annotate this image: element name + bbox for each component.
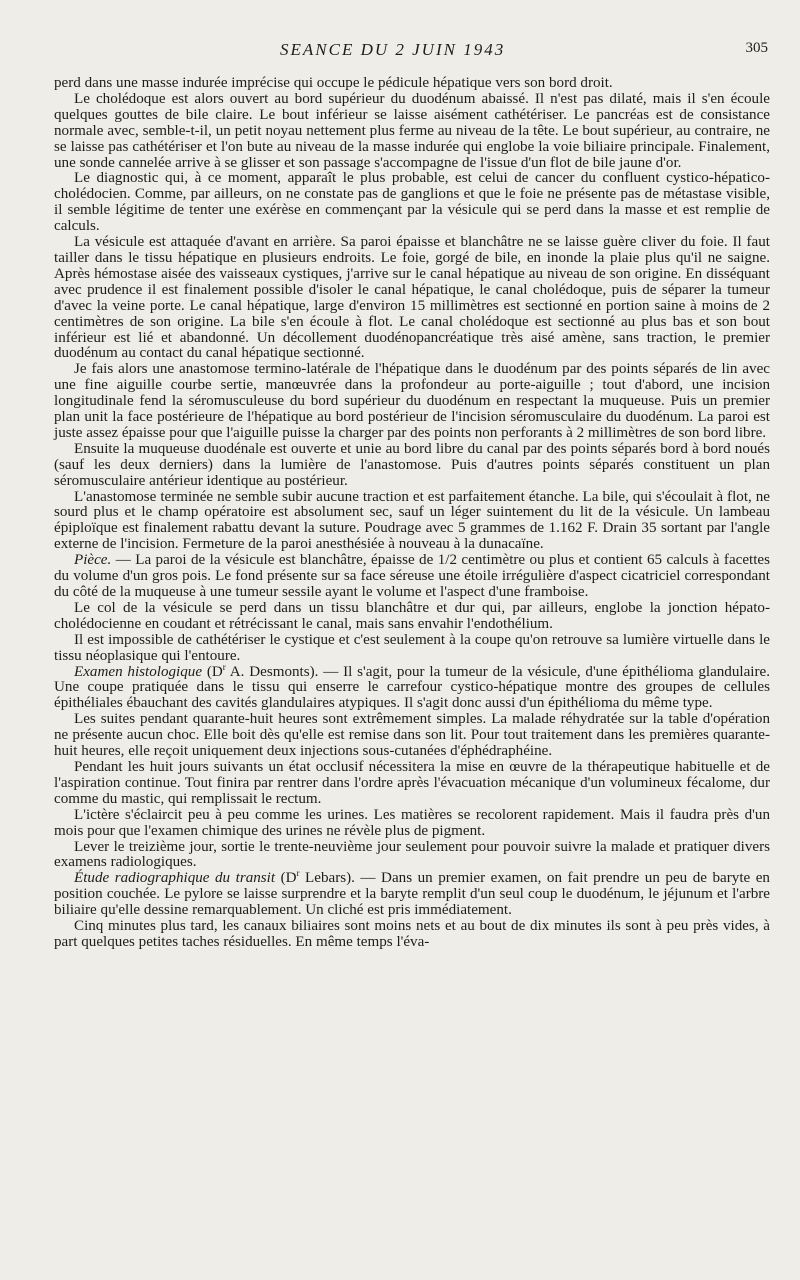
running-head: [54, 40, 770, 64]
paragraph: [54, 171, 770, 235]
paragraph-lead: Étude radiographique du transit: [74, 870, 276, 887]
paragraph-text: Lebars). — Dans un premier examen, on fait prendre un peu de baryte en position couchée. Le pylore se laisse surprendre et la baryte remplit d'un seul coup le duodénum, le jéjunum et l'arbre biliaire qu'elle dessine remarquablement. Un cliché est pris immédiatement.: [54, 870, 770, 919]
paragraph-text: L'anastomose terminée ne semble subir aucune traction et est parfaitement étanche. La bile, qui s'écoulait à flot, ne sourd plus et le champ opératoire est absolument sec, sauf un léger suintement du lit de la vésicule. Un lambeau épiploïque est finalement rabattu devant la suture. Poudrage avec 5 grammes de 1.162 F. Drain 35 sortant par l'angle externe de l'incision. Fermeture de la paroi anesthésiée à nouveau à la dunacaïne.: [54, 488, 770, 553]
paragraph-text: A. Desmonts). — Il s'agit, pour la tumeur de la vésicule, d'une épithélioma glandulaire. Une coupe pratiquée dans le tissu qui enserre le carrefour cystico-hépatique montre des groupes de cellules épithéliales ébauchant des cavités glandulaires atypiques. Il s'agit donc aussi d'un épithélioma du même type.: [54, 663, 770, 712]
paragraph: [54, 490, 770, 554]
superscript: r: [222, 661, 226, 672]
paragraph: [54, 92, 770, 172]
paragraph-text: Cinq minutes plus tard, les canaux biliaires sont moins nets et au bout de dix minutes ils sont à peu près vides, à part quelques petites taches résiduelles. En même temps l'éva-: [54, 918, 770, 950]
paragraph-text: Pendant les huit jours suivants un état occlusif nécessitera la mise en œuvre de la thérapeutique habituelle et de l'aspiration continue. Tout finira par rentrer dans l'ordre après l'évacuation mécanique d'un volumineux fécalome, dur comme du mastic, qui remplissait le rectum.: [54, 758, 770, 807]
paragraph: [54, 760, 770, 808]
paragraph: [54, 808, 770, 840]
paragraph: [54, 362, 770, 442]
paragraph-text: Le col de la vésicule se perd dans un tissu blanchâtre et dur qui, par ailleurs, englobe la jonction hépato-cholédocienne en coudant et rétrécissant le canal, mais sans envahir l'endothélium.: [54, 599, 770, 632]
paragraph-lead: Pièce.: [74, 552, 112, 569]
paragraph: [54, 76, 770, 92]
paragraph-text: Il est impossible de cathétériser le cystique et c'est seulement à la coupe qu'on retrouve sa lumière virtuelle dans le tissu néoplasique qui l'entoure.: [54, 631, 770, 664]
running-title: SEANCE DU 2 JUIN 1943: [280, 40, 506, 59]
paragraph: [54, 919, 770, 951]
paragraph-text: Je fais alors une anastomose termino-latérale de l'hépatique dans le duodénum par des points séparés de lin avec une fine aiguille courbe sertie, manœuvrée dans la profondeur au porte-aiguille ; tout d'abord, une incision longitudinale fend la séromusculeuse du bord supérieur du duodénum en respectant la muqueuse. Puis un premier plan unit la face postérieure de l'hépatique au bord postérieur de l'incision séromusculaire du duodénum. La paroi est juste assez épaisse pour que l'aiguille puisse la charger par des points non perforants à 2 millimètres de son bord libre.: [54, 361, 770, 441]
paragraph: [54, 840, 770, 872]
paragraph-text: Les suites pendant quarante-huit heures sont extrêmement simples. La malade réhydratée sur la table d'opération ne présente aucun choc. Elle boit dès qu'elle est remise dans son lit. Pour tout traitement dans les premières quarante-huit heures, elle reçoit uniquement deux injections sous-cutanées d'éphédraphéine.: [54, 711, 770, 760]
page-number: 305: [745, 40, 768, 56]
paragraph-lead: Examen histologique: [74, 663, 203, 680]
paragraph-text: — La paroi de la vésicule est blanchâtre, épaisse de 1/2 centimètre ou plus et contient 65 calculs à facettes du volume d'un gros pois. Le fond présente sur sa face séreuse une étoile irrégulière d'aspect cicatriciel correspondant du côté de la muqueuse à une tumeur sessile ayant le volume et l'aspect d'une framboise.: [54, 552, 770, 600]
paragraph: [54, 868, 770, 919]
paragraph-prefix: (D: [202, 663, 223, 680]
paragraph: [54, 553, 770, 601]
paragraph-text: L'ictère s'éclaircit peu à peu comme les urines. Les matières se recolorent rapidement. Mais il faudra près d'un mois pour que l'examen chimique des urines ne révèle plus de pigment.: [54, 806, 770, 839]
paragraph-text: perd dans une masse indurée imprécise qui occupe le pédicule hépatique vers son bord droit.: [54, 75, 613, 91]
superscript: r: [296, 868, 300, 879]
paragraph-prefix: (D: [275, 870, 297, 887]
paragraph-text: Lever le treizième jour, sortie le trente-neuvième jour seulement pour pouvoir suivre la malade et pratiquer divers examens radiologiques.: [54, 838, 770, 871]
body-text: [54, 76, 770, 951]
paragraph: [54, 712, 770, 760]
paragraph-text: Ensuite la muqueuse duodénale est ouverte et unie au bord libre du canal par des points séparés bord à bord noués (sauf les deux derniers) dans la lumière de l'anastomose. Puis d'autres points séparés constituent un plan séromusculaire antérieur identique au postérieur.: [54, 440, 770, 489]
paragraph: [54, 601, 770, 633]
paragraph-text: La vésicule est attaquée d'avant en arrière. Sa paroi épaisse et blanchâtre ne se laisse guère cliver du foie. Il faut tailler dans le tissu hépatique en plusieurs endroits. Le foie, gorgé de bile, en inonde la plaie plus qu'il ne saigne. Après hémostase aisée des vaisseaux cystiques, j'arrive sur le canal hépatique au niveau de son origine. En disséquant avec prudence il est finalement possible d'isoler le canal hépatique, le canal cholédoque, puis de séparer la tumeur d'avec la veine porte. Le canal hépatique, large d'environ 15 millimètres est sectionné en portion saine à moins de 2 centimètres de son origine. La bile s'en écoule à flot. Le canal cholédoque est sectionné au plus bas et son bout inférieur est lié et abandonné. Un décollement duodénopancréatique très aisé amène, sans traction, le premier duodénum au contact du canal hépatique sectionné.: [54, 234, 770, 362]
paragraph-text: Le diagnostic qui, à ce moment, apparaît le plus probable, est celui de cancer du confluent cystico-hépatico-cholédocien. Comme, par ailleurs, on ne constate pas de ganglions et que le foie ne présente pas de métastase visible, il semble légitime de tenter une exérèse en commençant par la vésicule qui se perd dans la masse et est remplie de calculs.: [54, 170, 770, 235]
paragraph-text: Le cholédoque est alors ouvert au bord supérieur du duodénum abaissé. Il n'est pas dilaté, mais il s'en écoule quelques gouttes de bile claire. Le bout inférieur se laisse aisément cathétériser. Le pancréas est de consistance normale avec, semble-t-il, un petit noyau nettement plus ferme au niveau de la tête. Le bout supérieur, au contraire, ne se laisse pas cathétériser et l'on bute au niveau de la masse indurée qui englobe la voie biliaire principale. Finalement, une sonde cannelée arrive à se glisser et son passage s'accompagne de l'issue d'un flot de bile jaune d'or.: [54, 90, 770, 171]
paragraph: [54, 661, 770, 713]
paragraph: [54, 235, 770, 362]
paragraph: [54, 442, 770, 490]
paragraph: [54, 633, 770, 665]
